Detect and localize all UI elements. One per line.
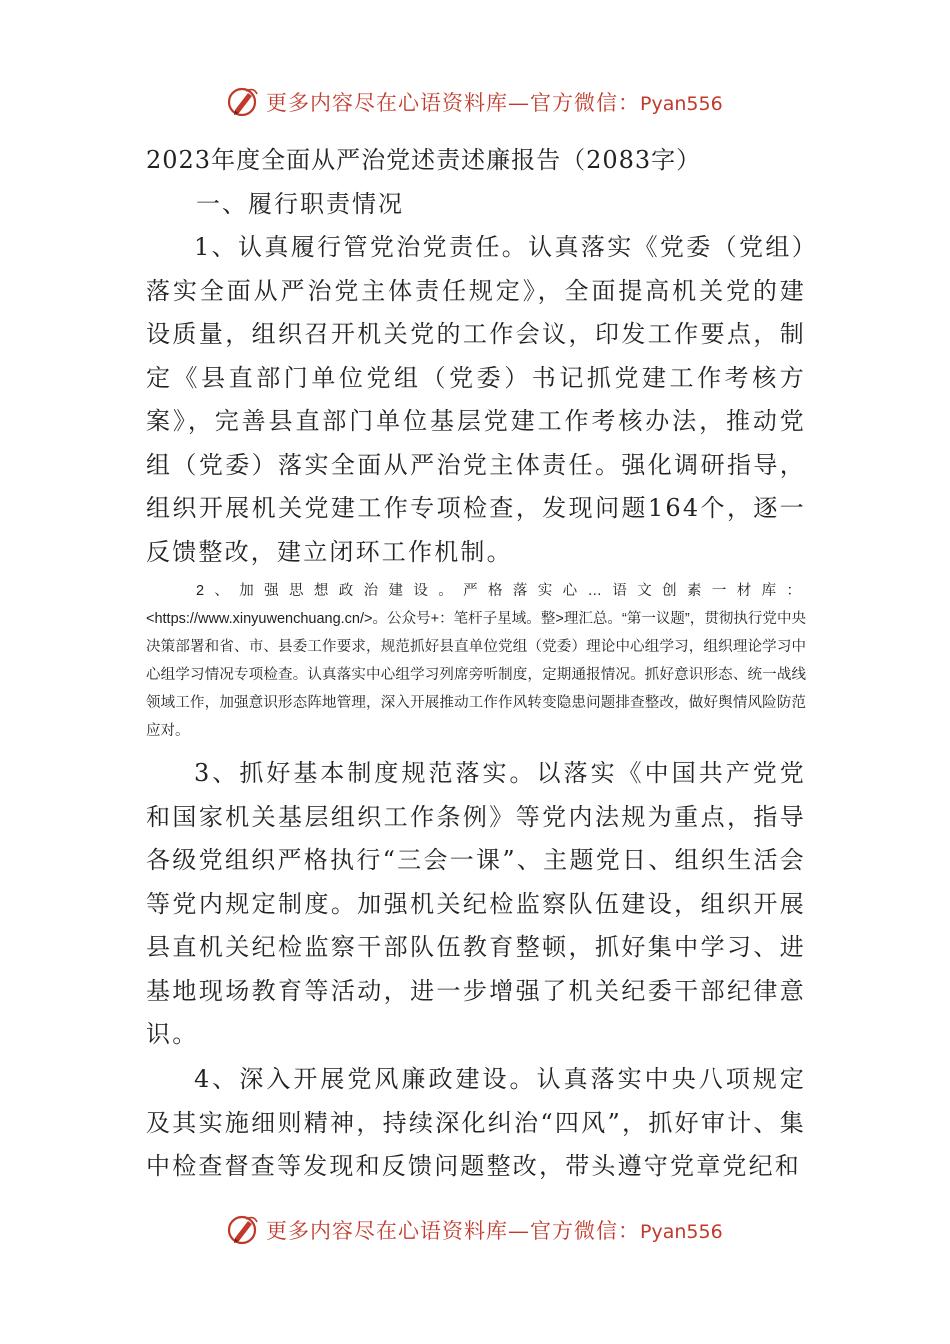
footer-banner-main-text: 更多内容尽在心语资料库—官方微信： (266, 1219, 640, 1243)
header-banner (226, 82, 746, 122)
banner-text (266, 87, 723, 117)
paragraph-2-lead: 2、加强思想政治建设。严格落实心…语文创素一材库： (196, 583, 806, 599)
paragraph-1: 1、认真履行管党治党责任。认真落实《党委（党组）落实全面从严治党主体责任规定》，全面提高机关党的建设质量，组织召开机关党的工作会议，印发工作要点，制定《县直部门单位党组（党委）书记抓党建工作考核方案》，完善县直部门单位基层党建工作考核办法，推动党组（党委）落实全面从严治党主体责任。强化调研指导，组织开展机关党建工作专项检查，发现问题164个，逐一反馈整改，建立闭环工作机制。 (146, 233, 806, 566)
banner-main-text: 更多内容尽在心语资料库—官方微信： (266, 91, 640, 115)
paragraph-2 (146, 577, 806, 745)
banner-handle: Pyan556 (640, 93, 723, 115)
pen-logo-icon (226, 85, 260, 119)
paragraph-2-rest: <https://www.xinyuwenchuang.cn/>。公众号+：笔杆子星域。整>理汇总。“第一议题”，贯彻执行党中央决策部署和省、市、县委工作要求，规范抓好县直单位党组（党委）理论中心组学习，组织理论学习中心组学习情况专项检查。认真落实中心组学习列席旁听制度，定期通报情况。抓好意识形态、统一战线领域工作，加强意识形态阵地管理，深入开展推动工作作风转变隐患问题排查整改，做好舆情风险防范应对。 (146, 611, 806, 739)
paragraph-3: 3、抓好基本制度规范落实。以落实《中国共产党党和国家机关基层组织工作条例》等党内法规为重点，指导各级党组织严格执行“三会一课”、主题党日、组织生活会等党内规定制度。加强机关纪检监察队伍建设，组织开展县直机关纪检监察干部队伍教育整顿，抓好集中学习、进基地现场教育等活动，进一步增强了机关纪委干部纪律意识。 (146, 759, 806, 1048)
footer-banner-handle: Pyan556 (640, 1221, 723, 1243)
document-title: 2023年度全面从严治党述责述廉报告（2083字） (146, 146, 702, 174)
footer-banner-text (266, 1215, 723, 1245)
section-heading: 一、履行职责情况 (196, 190, 404, 218)
paragraph-4: 4、深入开展党风廉政建设。认真落实中央八项规定及其实施细则精神，持续深化纠治“四风”，抓好审计、集中检查督查等发现和反馈问题整改，带头遵守党章党纪和 (146, 1065, 806, 1180)
footer-banner (226, 1210, 746, 1250)
pen-logo-icon (226, 1213, 260, 1247)
